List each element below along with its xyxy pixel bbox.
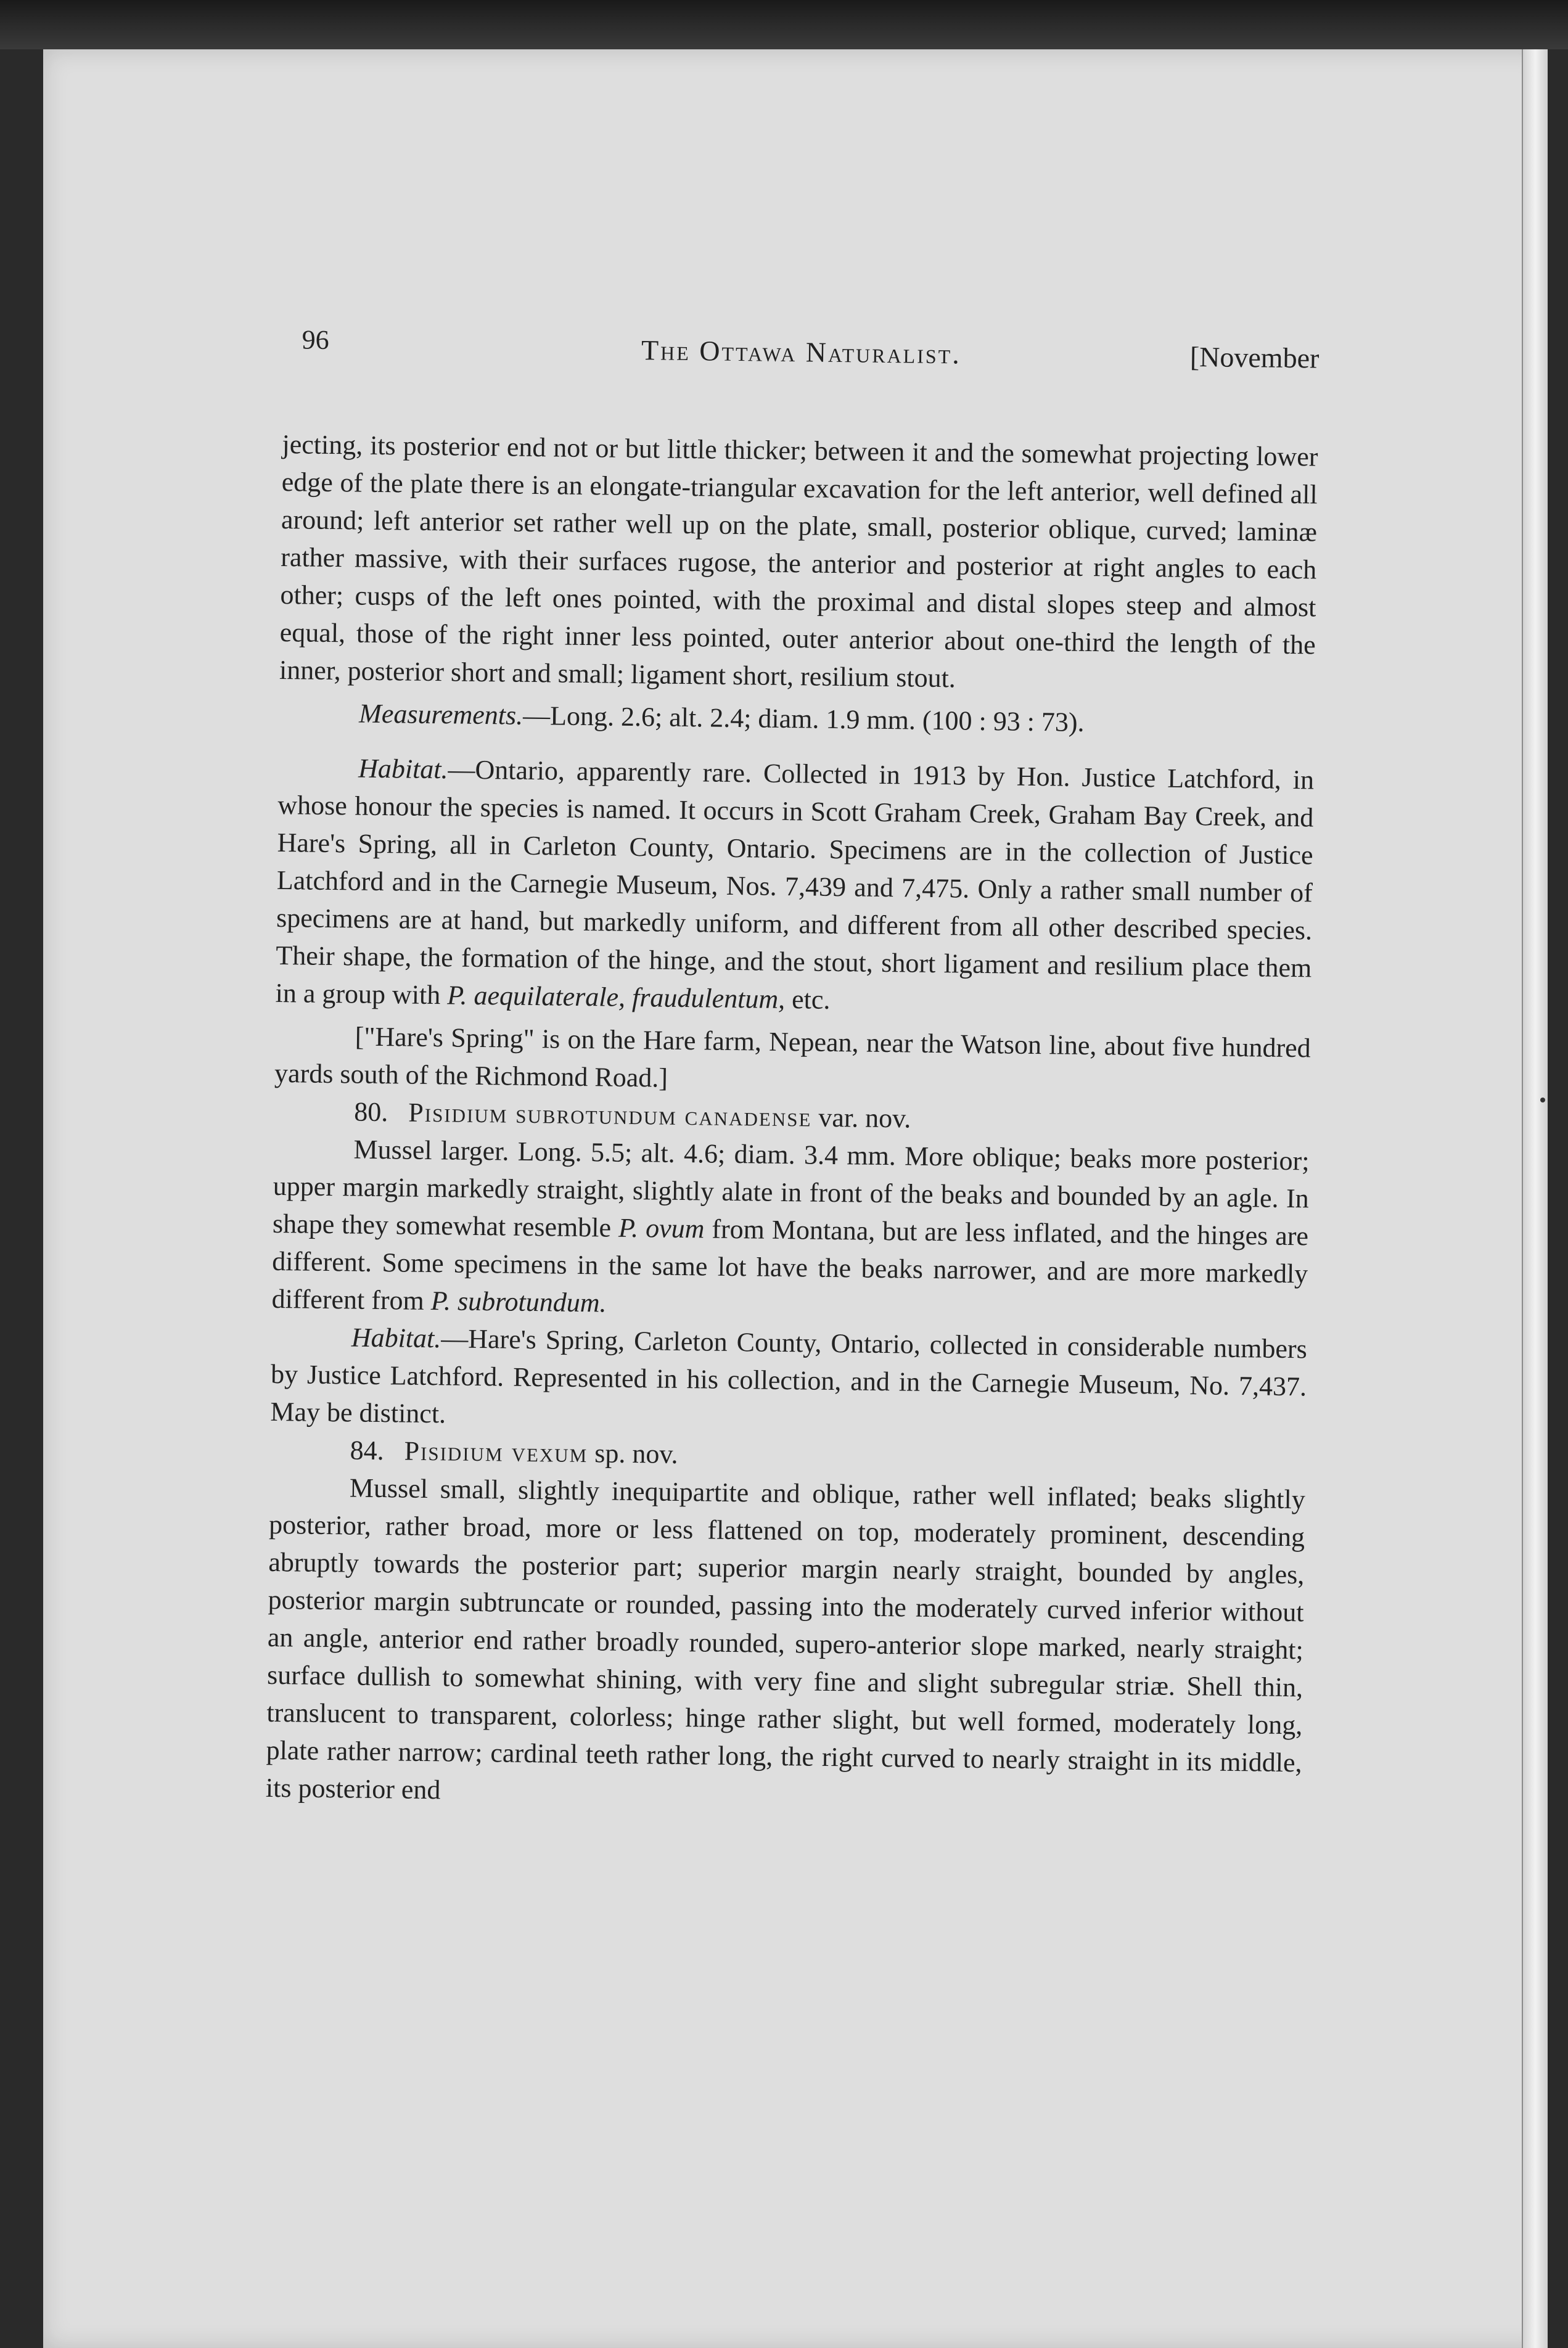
- habitat-text-end: etc.: [784, 984, 831, 1015]
- paragraph-hares-spring-note: ["Hare's Spring" is on the Hare farm, Nepean, near the Watson line, about five hundred yards south of the Richmond Road.]: [274, 1021, 1311, 1093]
- page-number: 96: [302, 324, 329, 355]
- species-number-2: 84.: [350, 1435, 384, 1466]
- species-names: P. aequilaterale, fraudulentum,: [446, 980, 786, 1015]
- paragraph-measurements: [279, 694, 1315, 744]
- issue-month: [November: [1189, 340, 1320, 374]
- scan-top-shadow: [0, 0, 1568, 49]
- species-ovum: P. ovum: [618, 1212, 705, 1244]
- page-text: [266, 321, 1320, 1819]
- habitat-label-2: Habitat.: [351, 1322, 441, 1354]
- paragraph-description-80: [271, 1130, 1310, 1331]
- habitat-text: —Ontario, apparently rare. Collected in 1913 by Hon. Justice Latchford, in whose honour the species is named. It occurs in Scott Graham Creek, Graham Bay Creek, and Hare's Spring, all in Carleton County, Ontario. Specimens are in the collection of Justice Latchford and in the Carnegie Museum, Nos. 7,439 and 7,475. Only a rather small number of specimens are at hand, but markedly uniform, and different from all other described species. Their shape, the formation of the hinge, and the stout, short ligament and resilium place them in a group with: [275, 754, 1315, 1011]
- species-subrotundum: P. subrotundum.: [430, 1286, 607, 1318]
- measurements-label: Measurements.: [358, 698, 523, 731]
- species-suffix-2: sp. nov.: [594, 1438, 678, 1469]
- species-number: 80.: [354, 1096, 388, 1128]
- description-text: Mussel larger. Long. 5.5; alt. 4.6; diam. 3.4 mm. More oblique; beaks more posterior; upper margin markedly straight, slightly alate in front of the beaks and bounded by an agle. In shape they somewhat resemble: [272, 1134, 1310, 1243]
- habitat-label: Habitat.: [358, 753, 448, 785]
- paragraph-habitat-1: [275, 749, 1314, 1024]
- habitat-text-2: —Hare's Spring, Carleton County, Ontario, collected in considerable numbers by Justice Latchford. Represented in his collection, and in the Carnegie Museum, No. 7,437. May be distinct.: [270, 1323, 1308, 1429]
- species-name-2: Pisidium vexum: [404, 1435, 588, 1469]
- journal-title: The Ottawa Naturalist.: [641, 334, 962, 370]
- description-text-2: from Montana, but are less inflated, and the hinges are different. Some specimens in the same lot have the beaks narrower, and are more markedly different from: [271, 1213, 1309, 1316]
- paragraph-continuation: jecting, its posterior end not or but little thicker; between it and the somewhat projecting lower edge of the plate there is an elongate-triangular excavation for the left anterior, well defined all around; left anterior set rather well up on the plate, small, posterior oblique, curved; laminæ rather massive, with their surfaces rugose, the anterior and posterior at right angles to each other; cusps of the left ones pointed, with the proximal and distal slopes steep and almost equal, those of the right inner less pointed, outer anterior about one-third the length of the inner, posterior short and small; ligament short, resilium stout.: [279, 429, 1318, 694]
- paragraph-description-84: Mussel small, slightly inequipartite and oblique, rather well inflated; beaks slightly posterior, rather broad, more or less flattened on top, moderately prominent, descending abruptly towards the posterior part; superior margin nearly straight, bounded by angles, posterior margin subtruncate or rounded, passing into the moderately curved inferior without an angle, anterior end rather broadly rounded, supero-anterior slope marked, nearly straight; surface dullish to somewhat shining, with very fine and slight subregular striæ. Shell thin, translucent to transparent, colorless; hinge rather slight, but well formed, moderately long, plate rather narrow; cardinal teeth rather long, the right curved to nearly straight in its middle, its posterior end: [265, 1472, 1306, 1805]
- page-spine-edge: [1522, 49, 1548, 2348]
- species-name: Pisidium subrotundum canadense: [408, 1097, 812, 1133]
- paragraph-habitat-2: [270, 1318, 1307, 1443]
- measurements-text: —Long. 2.6; alt. 2.4; diam. 1.9 mm. (100 : 93 : 73).: [522, 700, 1085, 737]
- margin-mark: [1540, 1098, 1545, 1102]
- species-suffix: var. nov.: [818, 1102, 911, 1134]
